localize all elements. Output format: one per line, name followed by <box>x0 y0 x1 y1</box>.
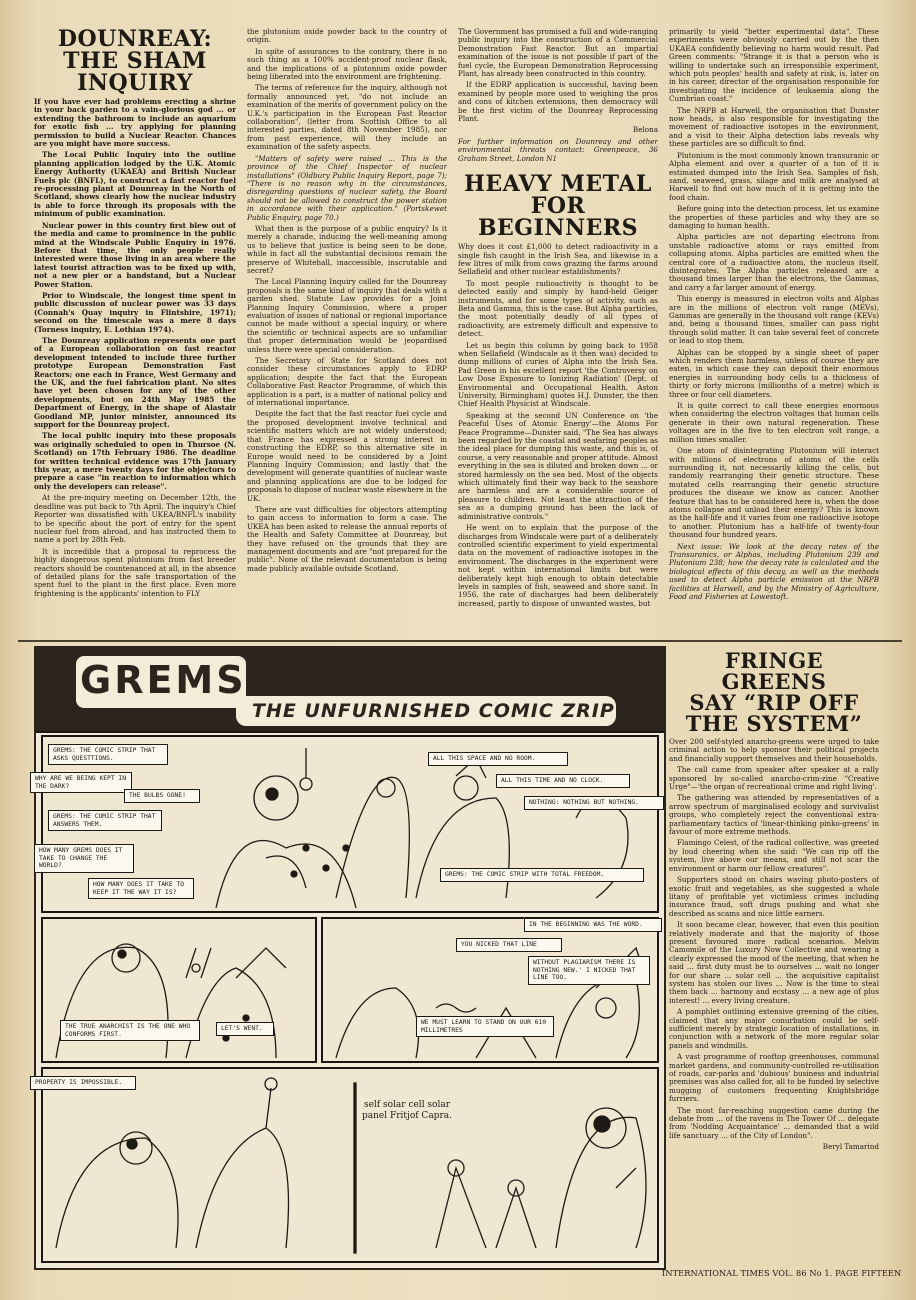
paragraph: A vast programme of rooftop greenhouses, communal market gardens, and community-controlled re-utilisation of roads, car-parks and 'dubious' business and industrial premises was also called for, all to be funded by selective mugging of customers frequenting Knightsbridge furriers. <box>669 1052 879 1104</box>
headline-dounreay: DOUNREAY: THE SHAM INQUIRY <box>57 28 213 96</box>
paragraph: Flamingo Celest, of the radical collective, was greeted by loud cheering when she said: "We can rip off the system, live above our means, and still not scar the environment or harm our fellow creatures". <box>669 838 879 873</box>
caption-610-millimetres: WE MUST LEARN TO STAND ON OUR 610 MILLIMETRES <box>416 1016 554 1037</box>
paragraph: The Local Planning Inquiry called for the Dounreay proposals is the same kind of inquiry that deals with a garden shed. Statute Law provides for a Joint Planning Inquiry Commission, where a proper evaluation of issues of national or regional importance cannot be made without a special inquiry, or where the scientific or technical aspects are so unfamiliar that proper determination would be jeopardised unless there were special consideration. <box>247 277 447 354</box>
comic-title: GREMS <box>80 658 247 702</box>
caption-nicked: YOU NICKED THAT LINE <box>456 938 562 952</box>
paragraph: The Dounreay application represents one part of a European collaboration on fast reactor development intended to include three further prototype European Demonstration Fast Reactors; one each in France, West Germany and the UK, and the fuel fabrication plant. No sites have yet been chosen for any of the other developments, but on 24th May 1985 the Department of Energy, in the shape of Alastair Goodland MP, junior minister, announced its support for the Dounreay project. <box>34 335 236 430</box>
caption-property: PROPERTY IS IMPOSSIBLE. <box>30 1076 136 1090</box>
paragraph: Supporters stood on chairs waving photo-posters of exotic fruit and vegetables, as she suggested a whole litany of profitable yet victimless crimes including insurance fraud, soft drugs pushing and what she described as scams and nice little earners. <box>669 875 879 918</box>
paragraph: This energy is measured in electron volts and Alphas are in the millions of electron volt range (MEVs), Gammas are generally in the thousand volt range (KEVs) and, being a thousand times, smaller can pass right through solid matter. It can take several feet of concrete or lead to stop them. <box>669 294 879 346</box>
paragraph: Over 200 self-styled anarcho-greens were urged to take criminal action to help sponsor their political projects and financially support themselves and their households. <box>669 737 879 763</box>
paragraph: Before going into the detection process, let us examine the properties of these particles and why they are so damaging to human health. <box>669 204 879 230</box>
next-issue-note: Next issue: We look at the decay rates of the Transuranics, or Alphas, including Plutonium 239 and Plutonium 238; how the decay rate is calculated and the biological effects of this decay, as well as the methods used to detect Alpha particle emission at the NRPB facilities at Harwell, and by the Ministry of Agriculture, Food and Fisheries at Lowestoft. <box>669 541 879 601</box>
paragraph: He went on to explain that the purpose of the discharges from Windscale were part of a deliberately controlled scientific experiment to yield experimental data on the movement of radioactive isotopes in the environment. The discharges in the experiment were not kept within international limits but were deliberately kept high enough to obtain detectable levels in samples of fish, seaweed and shore sand. In 1956, the rate of discharges had been deliberately increased, partly to dispose of unwanted wastes, but <box>458 523 658 608</box>
caption-time-clock: ALL THIS TIME AND NO CLOCK. <box>496 774 630 788</box>
caption-how-many-grems: HOW MANY GREMS DOES IT TAKE TO CHANGE THE WORLD? <box>34 844 134 873</box>
paragraph: primarily to yield "better experimental data". These experiments were obviously carried out by the then UKAEA confidently believing no harm would result. Pad Green comments: "Strange it is that a person who is willing to undertake such an irresponsible experiment, which puts peoples' health and safety at risk, is, later on in his career, director of the organisation responsible for investigating the incidence of leukaemia along the Cumbrian coast." <box>669 28 879 104</box>
paragraph: The gathering was attended by representatives of a arrow spectrum of marginalised ecology and survivalist groups, who completely reject the conventional extra-parliamentary tactics of 'linear-thinking pinko-greens' in favour of more extreme methods. <box>669 793 879 837</box>
paragraph: Alpha particles are not departing electrons from unstable radioactive atoms or rays emitted from collapsing atoms. Alpha particles are emitted when the central core of a radioactive atom, the nucleus itself, disintegrates. The Alpha particles released are a thousand times larger than the electrons, the Gammas, and carry a far larger amount of energy. <box>669 232 879 292</box>
paragraph: The local public inquiry into these proposals was originally scheduled to open in Thursoe (N. Scotland) on 17th February 1986. The deadline for written technical evidence was 17th January this year, a mere twenty days for the objectors to prepare a case "in reaction to information which only the developers can release". <box>34 431 236 491</box>
paragraph: It is quite correct to call these energies enormous when considering the electron voltages that human cells generate in their own natural regeneration. These voltages are in the five to ten electron volt range, a million times smaller. <box>669 401 879 444</box>
caption-beginning: IN THE BEGINNING WAS THE WORD. <box>524 918 662 932</box>
paragraph: Prior to Windscale, the longest time spent in public discussion of nuclear power was 33 days (Connah's Quay inquiry in Flintshire, 1971); second on the timescale was a mere 8 days (Torness inquiry, E. Lothian 1974). <box>34 290 236 334</box>
column-dounreay-3 <box>458 28 658 633</box>
paragraph: The call came from speaker after speaker at a rally sponsored by so-called anarcho-crim-zine "Creative Urge"—'the organ of recreational crime and right living'. <box>669 765 879 792</box>
caption-nothing: NOTHING: NOTHING BUT NOTHING. <box>524 796 664 810</box>
contact-note: For further information on Dounreay and other environmental threats contact: Greenpeace, 36 Graham Street, London N1 <box>458 136 658 163</box>
byline-belona: Belona <box>632 125 658 135</box>
paragraph: The Government has promised a full and wide-ranging public inquiry into the construction of a Commercial Demonstration Fast Reactor. But an impartial examination of the issue is not possible if part of the fuel cycle, the European Demonstration Reprocessing Plant, has already been constructed in this country. <box>458 28 658 79</box>
caption-lets-went: LET'S WENT. <box>216 1022 274 1036</box>
paragraph: Plutonium is the most commonly known transuranic or Alpha element and over a quarter of a ton of it is estimated dumped into the Irish Sea. Samples of fish, sand, seaweed, grass, silage and milk are analysed at Harwell to find out how much of it is getting into the food chain. <box>669 150 879 202</box>
caption-comic-strip-questions: GREMS: THE COMIC STRIP THAT ASKS QUESTTIONS. <box>48 744 168 765</box>
paragraph: Why does it cost £1,000 to detect radioactivity in a single fish caught in the Irish Sea, and likewise in a few litres of milk from cows grazing the farms around Sellafield and other nuclear establishments? <box>458 242 658 277</box>
caption-dark: WHY ARE WE BEING KEPT IN THE DARK? <box>30 772 132 793</box>
handwritten-self-solar: self solar cell solar panel Fritjof Capra. <box>362 1100 452 1121</box>
paragraph: The terms of reference for the inquiry, although not formally announced yet, "do not include an examination of the merits of government policy on the U.K.'s participation in the European Fast Reactor collaboration", (letter from Scottish Office to all interested parties, dated 8th November 1985), nor from past experience, will they include an examination of the safety aspects. <box>247 83 447 152</box>
paragraph: The most far-reaching suggestion came during the debate from ... of the ravens in The Tower Of ... delegate from 'Nodding Acquaintance' ... demanded that a wild life sanctuary ... of the City of London". <box>669 1105 879 1140</box>
paragraph: Speaking at the second UN Conference on 'the Peaceful Uses of Atomic Energy'—the Atoms For Peace Programme—Dunster said, "The Sea has always been regarded by the coastal and seafaring peoples as the ideal place for dumping this waste, and this is, of course, a very reasonable and proper attitude. Almost everything in the sea is diluted and broken down ... or stored harmlessly on the sea bed. Most of the objects which ultimately find their way back to the seashore are harmless and are a considerable source of pleasure to children. Not least the attraction of the sea as a dumping ground has been the lack of administrative controls." <box>458 410 658 521</box>
paragraph: There are vast difficulties for objectors attempting to gain access to information to form a case. The UKEA has been asked to release the annual reports of the Health and Safety Committee at Dounreay, but they have refused on the grounds that they are management documents and are "not prepared for the public". None of the relevant documentation is being made publicly available outside Scotland. <box>247 504 447 573</box>
caption-keep-it: HOW MANY DOES IT TAKE TO KEEP IT THE WAY IT IS? <box>88 878 194 899</box>
column-dounreay-2 <box>247 28 447 633</box>
paragraph: If the EDRP application is successful, having been examined by people more used to weighing the pros and cons of kitchen extensions, then democracy will be the first victim of the Dounreay Reprocessing Plant. <box>458 80 658 124</box>
caption-total-freedom: GREMS: THE COMIC STRIP WITH TOTAL FREEDOM. <box>440 868 644 882</box>
paragraph: It is incredible that a proposal to reprocess the highly dangerous spent plutonium from fast breeder reactors should be countenanced at all, in the absence of detailed plans for the safe transportation of the spent fuel to the plant in the first place. Even more frightening is the applicants' intention to FLY <box>34 546 236 598</box>
column-dounreay-1 <box>34 28 236 633</box>
comic-subtitle: THE UNFURNISHED COMIC ZRIP <box>252 700 615 722</box>
headline-heavy-metal: HEAVY METAL FOR BEGINNERS <box>464 171 652 242</box>
comic-strip-grems <box>34 646 666 1270</box>
paragraph: To most people radioactivity is thought to be detected easily and simply by hand-held Geiger instruments, and for some types of activity, such as Beta and Gamma, this is the case. But Alpha particles, the most potentially deadly of all types of radioactivity, are extremely difficult and expensive to detect. <box>458 278 658 339</box>
paragraph: The NRPB at Harwell, the organisation that Dunster now heads, is also responsible for investigating the movement of radioactive isotopes in the environment, and a visit to their Alpha detection labs reveals why these particles are so difficult to find. <box>669 105 879 149</box>
section-divider <box>18 640 902 642</box>
headline-fringe-greens: FRINGE GREENS SAY “RIP OFF THE SYSTEM” <box>685 650 863 736</box>
caption-bulbs: THE BULBS GONE! <box>124 789 200 803</box>
paragraph: If you have ever had problems erecting a shrine in your back garden to a vain-glorious god ... or extending the bathroom to include an aquarium for exotic fish ... try applying for planning permission to build a Nuclear Reactor. Chances are you might have more success. <box>34 97 236 149</box>
paragraph: Let us begin this column by going back to 1958 when Sellafield (Windscale as it then was) decided to dump millions of curies of Alpha into the Irish Sea. Pad Green in his excellent report 'the Controversy on Low Dose Exposure to Ionizing Radiation' (Dept. of Environmental and Occupational Health, Aston University, Birmingham) quotes H.J. Dunster, the then Chief Health Physicist at Windscale. <box>458 340 658 409</box>
paragraph: Despite the fact that the fast reactor fuel cycle and the proposed development involve technical and scientific matters which are not widely understood; that France has expressed a strong interest in constructing the EDRP, so this alternative site in Europe would need to be considered by a Joint Planning Inquiry Commission; and lastly that the development will generate quantities of nuclear waste and planning applications are due to be lodged for proposals to dispose of nuclear waste elsewhere in the UK. <box>247 409 447 503</box>
paragraph: The Local Public Inquiry into the outline planning application lodged by the U.K. Atomic Energy Authority (UKAEA) and British Nuclear Fuels plc (BNFL), to construct a fast reactor fuel re-processing plant at Dounreay in the North of Scotland, shows clearly how the nuclear industry is able to force through its proposals with the minimum of public examination. <box>34 150 236 219</box>
caption-space-room: ALL THIS SPACE AND NO ROOM. <box>428 752 568 766</box>
paragraph: In spite of assurances to the contrary, there is no such thing as a 100% accident-proof nuclear flask, and the implications of a plutonium oxide powder being liberated into the environment are frightening. <box>247 46 447 82</box>
paragraph: What then is the purpose of a public enquiry? Is it merely a charade, inducing the well-meaning among us to believe that justice is being seen to be done, while in fact all the substantial decisions remain the preserve of Whitehall, inaccessible, inscrutable and secret? <box>247 223 447 275</box>
paragraph: the plutonium oxide powder back to the country of origin. <box>247 28 447 45</box>
byline-beryl-tamarind: Beryl Tamarind <box>822 1142 879 1152</box>
paragraph: The Secretary of State for Scotland does not consider these circumstances apply to EDRP application; despite the fact that the European Collaborative Fast Reactor Programme, of which this application is a part, is a matter of national policy and of international importance. <box>247 356 447 408</box>
paragraph: "Matters of safety were raised ... This is the province of the Chief Inspector of nuclear installations" (Oldbury Public Inquiry Report, page 7); "There is no reason why in the circumstances, disregarding questions of nuclear safety, the Board should not be allowed to construct the power station in accordance with their application." (Portskewet Public Enquiry, page 70.) <box>247 153 447 222</box>
paragraph: At the pre-inquiry meeting on December 12th, the deadline was put back to 7th April. The inquiry's Chief Reporter was dissatisfied with UKEA/BNFL's inability to be specific about the port of entry for the spent nuclear fuel from abroad, and has instructed them to name a port by 28th Feb. <box>34 493 236 545</box>
caption-plagiarism: WITHOUT PLAGIARISM THERE IS NOTHING NEW.' I NICKED THAT LINE TOO. <box>528 956 650 985</box>
column-heavy-metal-4 <box>669 28 879 633</box>
caption-true-anarchist: THE TRUE ANARCHIST IS THE ONE WHO CONFORMS FIRST. <box>60 1020 200 1041</box>
page-footer: INTERNATIONAL TIMES VOL. 86 No 1. PAGE FIFTEEN <box>662 1268 902 1278</box>
caption-answers: GREMS: THE COMIC STRIP THAT ANSWERS THEM. <box>48 810 162 831</box>
paragraph: One atom of disintegrating Plutonium will interact with millions of electrons of atoms of the cells surrounding it, not necessarily killing the cells, but randomly rearranging their genetic structure. These mutated cells rearranging their genetic structure produces the disease we know as cancer. Another feature that has to be considered here is, when the dose atoms collapse and unload their energy? This is known as the half-life and it varies from one radioactive isotope to another. Plutonium has a half-life of twenty-four thousand four hundred years. <box>669 446 879 540</box>
paragraph: A pamphlet outlining extensive greening of the cities, claimed that any major conurbation could be self-sufficient merely by strategic location of installations, in conjunction with a network of the more regular solar panels and windmills. <box>669 1007 879 1050</box>
paragraph: Nuclear power in this country first blew out of the media and came to prominence in the public mind at the Windscale Public Enquiry in 1976. Before that time, the only people really interested were those living in an area where the latest tourist attraction was to be fixed up with, not a new pier or a bandstand, but a Nuclear Power Station. <box>34 220 236 289</box>
paragraph: It soon became clear, however, that even this position relatively moderate and that the majority of those present favoured more radical scenarios. Melvin Camomile of the Luxury Now Collective and wearing a clearly expressed the mood of the meeting, that when he said ... first duty must be to ourselves ... wait no longer for our share ... solar cell ... the acquisitive capitalist system has stolen our lives ... Now is the time to steal them back ... harmony and ecstasy ... a new age of plus interest! ... every living creature. <box>669 920 879 1005</box>
column-fringe-greens <box>669 650 879 1262</box>
paragraph: Alphas can be stopped by a single sheet of paper which renders them harmless, unless of course they are eaten, in which case they can deposit their enormous energies in surrounding body cells to a thickness of thirty or forty microns (millionths of a metre) which is three or four cell diameters. <box>669 347 879 399</box>
